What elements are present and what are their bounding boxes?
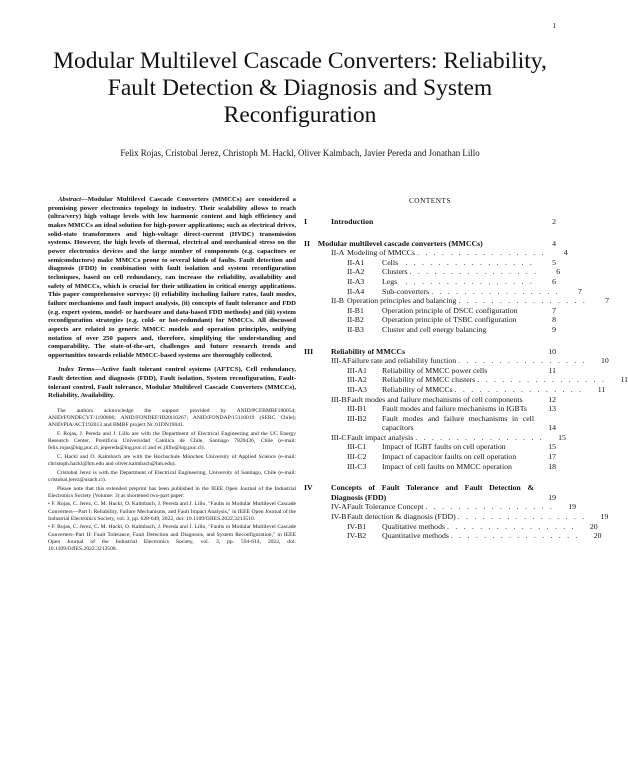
toc-leader-dots: . . . . . . . . . . . . . . . . [409, 267, 539, 277]
page-number: 1 [552, 22, 556, 30]
toc-entry-page: 18 [548, 461, 556, 471]
toc-section-entry[interactable] [304, 217, 556, 227]
toc-entry-number: III-A2 [347, 375, 367, 385]
toc-leader-dots: . . . . . . . . . . . . . . . . [431, 286, 560, 296]
toc-subsection-entry[interactable] [304, 395, 556, 405]
toc-entry-title: Operation principle of DSCC configuration [382, 305, 518, 315]
toc-entry-page: 19 [568, 502, 577, 512]
toc-subsection-entry[interactable] [304, 432, 566, 443]
toc-subsubsection-entry[interactable] [304, 277, 556, 287]
toc-subsection-entry[interactable] [304, 512, 609, 522]
toc-entry-title: Fault modes and failure mechanisms of cell components [347, 394, 523, 404]
toc-entry-page: 7 [552, 305, 556, 315]
toc-entry-page: 6 [552, 276, 556, 286]
toc-leader-dots: . . . . . . . . . . . . . . . . [450, 531, 580, 541]
toc-entry-page: 10 [600, 356, 609, 366]
toc-leader-dots: . . . . . . . . . . . . . . . . [405, 276, 534, 286]
toc-entry-title: Reliability of MMCC power cells [382, 365, 488, 375]
toc-section-entry[interactable] [304, 239, 556, 249]
toc-entry-number: II [304, 238, 311, 248]
toc-subsubsection-entry[interactable] [304, 384, 606, 395]
index-terms [48, 366, 296, 401]
toc-entry-title: Reliability of MMCCs [331, 346, 406, 356]
toc-entry-number: II-B3 [347, 324, 364, 334]
toc-entry-page: 20 [589, 521, 598, 531]
toc-leader-dots: . . . . . . . . . . . . . . . . [454, 384, 584, 394]
left-column [48, 196, 296, 555]
affiliation-footnote: Cristobal Jerez is with the Department of Electrical Engineering, University of Santiago, Chile (e-mail: cristobal.jerez@usach.cl). [48, 469, 296, 483]
toc-entry-title: Reliability of MMCC clusters [382, 375, 476, 385]
toc-entry-page: 11 [620, 375, 628, 385]
toc-entry-number: II-A1 [347, 257, 365, 267]
toc-entry-title: Modeling of MMCCs [347, 248, 416, 258]
toc-leader-dots: . . . . . . . . . . . . . . . . [458, 356, 587, 366]
toc-entry-number: II-A3 [347, 276, 365, 286]
toc-subsubsection-entry[interactable] [304, 404, 556, 414]
toc-entry-page: 9 [552, 324, 556, 334]
toc-entry-number: IV-B1 [347, 521, 367, 531]
toc-entry-page: 7 [605, 296, 609, 306]
toc-subsubsection-entry[interactable] [304, 267, 561, 277]
toc-subsubsection-entry[interactable] [304, 521, 598, 532]
toc-entry-number: IV-B [331, 512, 347, 522]
toc-entry-title: Fault detection & diagnosis (FDD) [347, 512, 456, 522]
toc-entry-page: 13 [548, 404, 556, 414]
toc-entry-title: Legs [382, 276, 398, 286]
toc-entry-number: II-A2 [347, 267, 365, 277]
toc-leader-dots: . . . . . . . . . . . . . . . . [415, 432, 544, 442]
toc-section-entry[interactable] [304, 347, 556, 357]
toc-section-entry[interactable] [304, 483, 556, 502]
toc-entry-title: Reliability of MMCCs [382, 384, 453, 394]
reference-item: • F. Rojas, C. Jerez, C. M. Hackl, O. Kalmbach, J. Pereda and J. Lillo, "Faults in Modular Multilevel Cascade Converters–Part II: Fault Tolerance, Fault Detection and Diagnosis, and System Reconfiguration," in IEEE Open Journal of the Industrial Electronics Society, vol. 3, pp. 594-614, 2022, doi: 10.1109/OJIES.2022.3213508. [48, 524, 296, 552]
toc-entry-page: 7 [577, 286, 582, 296]
author-list: Felix Rojas, Cristobal Jerez, Christoph M. Hackl, Oliver Kalmbach, Javier Pereda and Jonathan Lillo [120, 148, 480, 158]
toc-entry-title: Failure rate and reliability function [347, 356, 457, 366]
toc-subsubsection-entry[interactable] [304, 375, 628, 385]
index-terms-text: —Active fault tolerant control systems (AFTCS), Cell redundancy, Fault detection and diagnosis (FDD), Fault isolation, System reconfiguration, Fault-tolerant control, Fault tolerance, Modular Multilevel Cascade Converters (MMCCs), Reliability, Availability. [48, 366, 296, 400]
toc-subsubsection-entry[interactable] [304, 286, 582, 297]
toc-entry-page: 20 [593, 531, 602, 541]
toc-entry-number: III-C2 [347, 452, 367, 462]
toc-entry-page: 15 [558, 432, 566, 442]
toc-entry-number: III-B2 [347, 413, 367, 423]
toc-entry-page: 2 [552, 217, 556, 226]
toc-leader-dots: . . . . . . . . . . . . . . . . [425, 502, 555, 512]
toc-subsubsection-entry[interactable] [304, 306, 556, 316]
table-of-contents [304, 196, 628, 541]
toc-leader-dots: . . . . . . . . . . . . . . . . [447, 521, 576, 531]
toc-entry-title: Concepts of Fault Tolerance and Fault Detection & Diagnosis (FDD) [331, 483, 534, 502]
toc-entry-title: Operation principles and balancing [347, 296, 457, 306]
toc-entry-page: 10 [548, 346, 556, 356]
toc-subsection-entry[interactable] [304, 356, 609, 366]
toc-entry-number: III-B [331, 394, 347, 404]
toc-entry-number: II-B2 [347, 315, 364, 325]
toc-entry-title: Fault Tolerance Concept [347, 502, 424, 512]
toc-leader-dots: . . . . . . . . . . . . . . . . [477, 375, 606, 385]
toc-entry-number: III-A [331, 356, 348, 366]
toc-subsubsection-entry[interactable] [304, 258, 556, 268]
toc-entry-page: 6 [556, 267, 561, 277]
toc-subsubsection-entry[interactable] [304, 315, 556, 325]
toc-entry-number: II-A [331, 248, 345, 258]
toc-subsubsection-entry[interactable] [304, 366, 556, 376]
toc-entry-title: Introduction [331, 217, 374, 226]
toc-entry-page: 19 [600, 512, 609, 522]
toc-entry-number: III [304, 346, 314, 356]
publication-note: Please note that this extended preprint has been published in the IEEE Open Journal of the Industrial Electronics Society (Volume: 3) as shortened two-part paper: [48, 485, 296, 499]
index-terms-label: Index Terms [58, 366, 95, 374]
toc-subsubsection-entry[interactable] [304, 531, 602, 541]
toc-entry-number: III-B1 [347, 404, 367, 414]
toc-entry-title: Cluster and cell energy balancing [382, 324, 487, 334]
toc-entry-number: II-B1 [347, 305, 364, 315]
toc-entry-title: Modular multilevel cascade converters (MMCCs) [317, 238, 483, 248]
toc-entry-number: III-A1 [347, 365, 367, 375]
toc-entry-number: III-C1 [347, 442, 367, 452]
toc-entry-page: 19 [548, 492, 556, 502]
toc-subsubsection-entry[interactable] [304, 462, 556, 472]
toc-entry-page: 14 [548, 423, 556, 433]
toc-entry-title: Impact of cell faults on MMCC operation [382, 461, 512, 471]
toc-subsubsection-entry[interactable] [304, 325, 556, 335]
toc-entry-page: 4 [552, 238, 556, 248]
toc-entry-number: I [304, 217, 308, 226]
toc-entry-title: Fault modes and failure mechanisms in IGBTs [382, 404, 527, 414]
toc-entry-number: III-A3 [347, 384, 367, 394]
toc-entry-title: Clusters [382, 267, 408, 277]
toc-entry-page: 17 [548, 452, 556, 462]
toc-entry-number: IV-B2 [347, 531, 367, 541]
toc-entry-page: 11 [548, 365, 556, 375]
footnotes [48, 408, 296, 553]
toc-entry-page: 4 [563, 248, 568, 258]
toc-entry-title: Impact of capacitor faults on cell operation [382, 452, 517, 462]
abstract-label: Abstract [58, 196, 82, 203]
toc-subsection-entry[interactable] [304, 296, 609, 306]
affiliation-footnote: C. Hackl and O. Kalmbach are with the Hochschule München University of Applied Science (e-mail: christoph.hackl@hm.edu and oliver.kalmbach@hm.edu). [48, 454, 296, 468]
toc-entry-page: 5 [552, 257, 556, 267]
toc-entry-title: Cells [382, 257, 399, 267]
toc-subsection-entry[interactable] [304, 248, 568, 258]
affiliation-footnote: F. Rojas, J. Pereda and J. Lillo are with the Department of Electrical Engineering and the UC Energy Research Center, Pontificia Universidad Católica de Chile, Santiago 7820436, Chile (e-mail: felix.rojas@ing.puc.cl, jepereda@ing.puc.cl and ec.jlillo@ing.puc.cl). [48, 431, 296, 452]
abstract [48, 196, 296, 360]
toc-leader-dots: . . . . . . . . . . . . . . . . [417, 248, 546, 258]
paper-title: Modular Multilevel Cascade Converters: Reliability, Fault Detection & Diagnosis and System Reconfiguration [53, 48, 547, 128]
abstract-text: —Modular Multilevel Cascade Converters (MMCCs) are considered a promising power electronics topology in industry. Their scalability allows to reach (ultra/very) high voltage levels with low harmonic content and high efficiency and makes MMCCs an ideal solution for high-power applications; such as electrical drives, solid-state transformers and high-voltage direct-current (HVDC) transmission systems. However, the high levels of thermal, electrical and mechanical stress on the power electronics devices and the large number of components (e.g. capacitors or semiconductors) make MMCCs prone to several kinds of faults. Fault detection and diagnosis (FDD) in combination with fault isolation and system reconfiguration techniques, based on cell redundancy, can increase the reliability, availability and safety of MMCCs, which is crucial for their utilization in critical energy applications. This paper comprehensive surveys: (i) reliability including failure rates, fault modes, failure mechanisms and fault impact analysis, (ii) concepts of fault tolerance and FDD (e.g. expert system, model- or hardware and data-based FDD methods) and (iii) system reconfiguration strategies (e.g. cold- or hot-redundant) for MMCCs. All discussed aspects are related to generic MMCC models and operation principles, unifying notation of over 250 papers and, therefore, simplifying the understanding and comparability. The state-of-the-art, challenges and future research trends and opportunities towards reliable MMCC-based systems are thoroughly collected. [48, 196, 296, 359]
toc-leader-dots: . . . . . . . . . . . . . . . . [457, 512, 587, 522]
toc-entry-title: Operation principle of TSBC configuration [382, 315, 517, 325]
toc-entry-page: 15 [548, 442, 556, 452]
toc-subsubsection-entry[interactable] [304, 414, 556, 433]
toc-subsection-entry[interactable] [304, 502, 577, 512]
toc-entry-title: Impact of IGBT faults on cell operation [382, 442, 506, 452]
toc-entry-title: Fault modes and failure mechanisms in cell capacitors [382, 413, 534, 433]
toc-entry-page: 12 [548, 394, 556, 404]
toc-entry-title: Quantitative methods [382, 531, 449, 541]
toc-entry-title: Qualitative methods [382, 521, 446, 531]
toc-heading: CONTENTS [408, 196, 452, 205]
toc-subsubsection-entry[interactable] [304, 452, 556, 462]
reference-item: • F. Rojas, C. Jerez, C. M. Hackl, O. Kalmbach, J. Pereda and J. Lillo, "Faults in Modular Multilevel Cascade Converters—Part I: Reliability, Failure Mechanisms, and Fault Impact Analysis," in IEEE Open Journal of the Industrial Electronics Society, vol. 3, pp. 628-649, 2022, doi: 10.1109/OJIES.2022.3213510. [48, 501, 296, 522]
toc-leader-dots: . . . . . . . . . . . . . . . . [458, 296, 587, 306]
toc-subsubsection-entry[interactable] [304, 442, 556, 452]
funding-footnote: The authors acknowledge the support provided by ANID/PCFBMBF180054; ANID/FONDECYT/1190806; ANID/FONDEF/ID20i10267; ANID/FONDAP/15110019 (SERC Chile); ANID/PIA/ACT192013 and BMBF project Nr. 01DN19041. [48, 408, 296, 429]
toc-entry-title: Fault impact analysis [347, 432, 414, 442]
toc-leader-dots: . . . . . . . . . . . . . . . . [405, 257, 534, 267]
toc-entry-number: III-C [331, 432, 347, 442]
toc-entry-page: 8 [552, 315, 556, 325]
toc-entry-number: III-C3 [347, 461, 367, 471]
toc-entry-number: II-B [331, 296, 344, 306]
toc-entry-page: 11 [597, 384, 606, 394]
toc-entry-number: IV [304, 483, 313, 493]
toc-entry-number: II-A4 [347, 286, 365, 296]
toc-entry-title: Sub-converters [382, 286, 430, 296]
toc-entry-number: IV-A [331, 502, 347, 512]
